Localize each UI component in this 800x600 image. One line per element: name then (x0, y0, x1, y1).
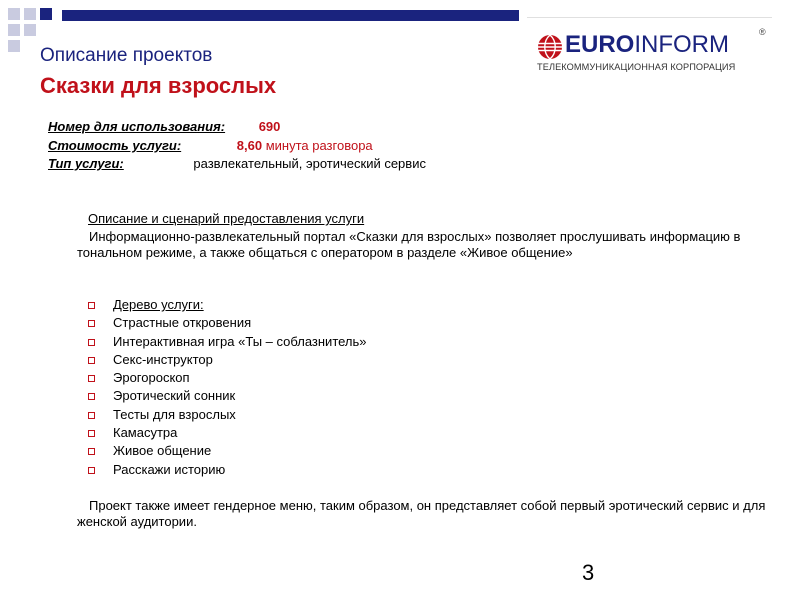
description-heading: Описание и сценарий предоставления услуги (88, 211, 365, 226)
list-item: Интерактивная игра «Ты – соблазнитель» (85, 333, 367, 351)
bullet-icon (88, 412, 95, 419)
decor-square (40, 8, 52, 20)
description-intro: Информационно-развлекательный портал «Сказки для взрослых» позволяет прослушивать информацию в тональном режиме, а также общаться с оператором в разделе «Живое общение» (77, 229, 741, 260)
list-item: Расскажи историю (85, 461, 367, 479)
info-number-row (48, 119, 280, 134)
list-item: Эрогороскоп (85, 369, 367, 387)
bullet-icon (88, 430, 95, 437)
decor-square (8, 8, 20, 20)
header-bar (62, 10, 519, 21)
page-title: Описание проектов (40, 45, 213, 66)
info-type-row (48, 156, 426, 171)
list-item: Секс-инструктор (85, 351, 367, 369)
page-subtitle: Сказки для взрослых (40, 73, 277, 98)
bullet-icon (88, 302, 95, 309)
list-item: Эротический сонник (85, 387, 367, 405)
bullet-icon (88, 339, 95, 346)
registered-mark: ® (759, 27, 766, 37)
type-label: Тип услуги: (48, 156, 124, 171)
page-number: 3 (582, 560, 595, 585)
cost-label: Стоимость услуги: (48, 138, 182, 153)
bullet-icon (88, 448, 95, 455)
bullet-icon (88, 320, 95, 327)
list-item: Тесты для взрослых (85, 406, 367, 424)
list-item: Камасутра (85, 424, 367, 442)
bullet-icon (88, 467, 95, 474)
description-outro: Проект также имеет гендерное меню, таким образом, он представляет собой первый эротический сервис и для женской аудитории. (77, 498, 766, 529)
decor-square (24, 8, 36, 20)
logo-wordmark: EUROINFORM (565, 31, 729, 58)
number-label: Номер для использования: (48, 119, 226, 134)
bullet-icon (88, 357, 95, 364)
globe-icon (537, 34, 563, 60)
list-item: Живое общение (85, 442, 367, 460)
decor-square (8, 40, 20, 52)
logo-tagline: ТЕЛЕКОММУНИКАЦИОННАЯ КОРПОРАЦИЯ (537, 62, 736, 72)
cost-unit: минута разговора (265, 138, 373, 153)
bullet-icon (88, 393, 95, 400)
service-tree (85, 296, 367, 479)
cost-amount: 8,60 (236, 138, 263, 153)
tree-heading-item (85, 296, 367, 314)
info-cost-row (48, 138, 373, 153)
decor-square (24, 24, 36, 36)
type-value: развлекательный, эротический сервис (193, 156, 426, 171)
tree-heading: Дерево услуги: (113, 297, 204, 312)
company-logo (527, 17, 772, 79)
list-item: Страстные откровения (85, 314, 367, 332)
bullet-icon (88, 375, 95, 382)
decor-square (8, 24, 20, 36)
number-value: 690 (258, 119, 281, 134)
